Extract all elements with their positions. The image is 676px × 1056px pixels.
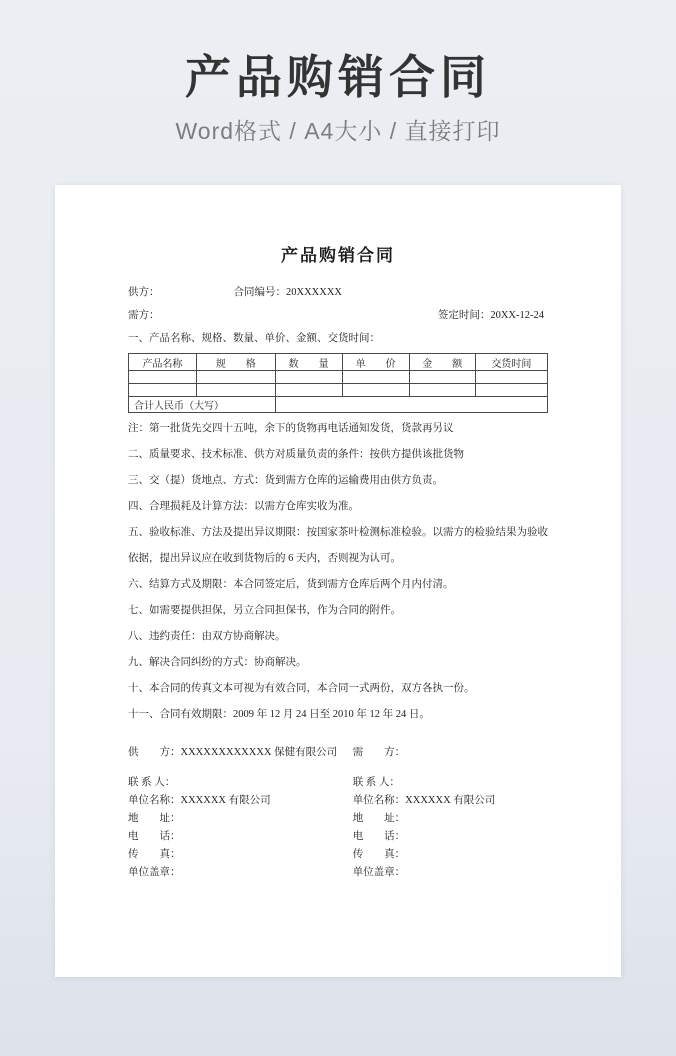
spacer: [160, 281, 234, 304]
supplier-contact-person: 联 系 人：: [128, 777, 176, 788]
table-row: [129, 371, 548, 384]
contract-clauses: [128, 416, 548, 728]
clause-4: 四、合理损耗及计算方法：以需方仓库实收为准。: [128, 501, 359, 512]
sign-date: 签定时间：20XX-12-24: [437, 310, 544, 321]
signature-party-row: [128, 740, 548, 766]
supplier-address: 地 址：: [128, 813, 181, 824]
buyer-company-name: 单位名称：XXXXXX 有限公司: [352, 795, 496, 806]
contract-meta: [128, 281, 548, 327]
contract-number: 合同编号：20XXXXXX: [233, 287, 342, 298]
clause-7: 七、如需要提供担保，另立合同担保书，作为合同的附件。: [128, 605, 401, 616]
clause-2: 二、质量要求、技术标准、供方对质量负责的条件：按供方提供该批货物: [128, 449, 464, 460]
section-one-title: 一、产品名称、规格、数量、单价、金额、交货时间：: [128, 333, 380, 344]
supplier-signature-line: 供 方：XXXXXXXXXXXX 保健有限公司: [128, 747, 338, 758]
supplier-company-name: 单位名称：XXXXXX 有限公司: [128, 795, 271, 806]
supplier-contact-column: [128, 774, 353, 882]
clause-note: 注：第一批货先交四十五吨，余下的货物再电话通知发货，货款再另议: [128, 423, 454, 434]
buyer-contact-column: [353, 774, 548, 882]
col-amount: 金 额: [409, 354, 475, 371]
clause-9: 九、解决合同纠纷的方式：协商解决。: [128, 657, 307, 668]
clause-10: 十、本合同的传真文本可视为有效合同，本合同一式两份，双方各执一份。: [128, 683, 475, 694]
buyer-phone: 电 话：: [352, 831, 406, 842]
clause-6: 六、结算方式及期限：本合同签定后，货到需方仓库后两个月内付清。: [128, 579, 454, 590]
supplier-fax: 传 真：: [128, 849, 181, 860]
buyer-address: 地 址：: [352, 813, 406, 824]
col-quantity: 数 量: [275, 354, 342, 371]
table-total-row: [129, 397, 548, 413]
col-product-name: 产品名称: [129, 354, 197, 371]
document-page: [55, 185, 621, 977]
table-row: [129, 384, 548, 397]
col-unit-price: 单 价: [342, 354, 409, 371]
clause-11: 十一、合同有效期限：2009 年 12 月 24 日至 2010 年 12 年 24 日。: [128, 709, 430, 720]
clause-3: 三、交（提）货地点、方式：货到需方仓库的运输费用由供方负责。: [128, 475, 443, 486]
total-value-cell: [275, 397, 547, 413]
products-table: [128, 353, 548, 413]
table-header-row: [129, 354, 548, 371]
listing-title: 产品购销合同: [185, 51, 491, 103]
listing-header: [0, 0, 676, 146]
listing-subtitle: Word格式 / A4大小 / 直接打印: [175, 117, 501, 144]
contact-block: [128, 774, 548, 882]
supplier-seal: 单位盖章：: [128, 867, 181, 878]
supplier-label: 供方：: [128, 287, 160, 298]
buyer-signature-line: 需 方：: [352, 747, 406, 758]
buyer-contact-person: 联 系 人：: [352, 777, 400, 788]
buyer-label: 需方：: [128, 310, 160, 321]
meta-row-supplier: [128, 281, 548, 304]
meta-row-buyer: [128, 304, 548, 327]
clause-8: 八、违约责任：由双方协商解决。: [128, 631, 286, 642]
col-spec: 规 格: [196, 354, 275, 371]
contract-title: 产品购销合同: [281, 246, 395, 265]
col-delivery-time: 交货时间: [475, 354, 547, 371]
supplier-phone: 电 话：: [128, 831, 181, 842]
clause-5: 五、验收标准、方法及提出异议期限：按国家茶叶检测标准检验。以需方的检验结果为验收依据，提出异议应在收到货物后的 6 天内，否则视为认可。: [128, 527, 548, 564]
buyer-seal: 单位盖章：: [352, 867, 406, 878]
total-label: 合计人民币（大写）: [129, 397, 276, 413]
buyer-fax: 传 真：: [352, 849, 406, 860]
